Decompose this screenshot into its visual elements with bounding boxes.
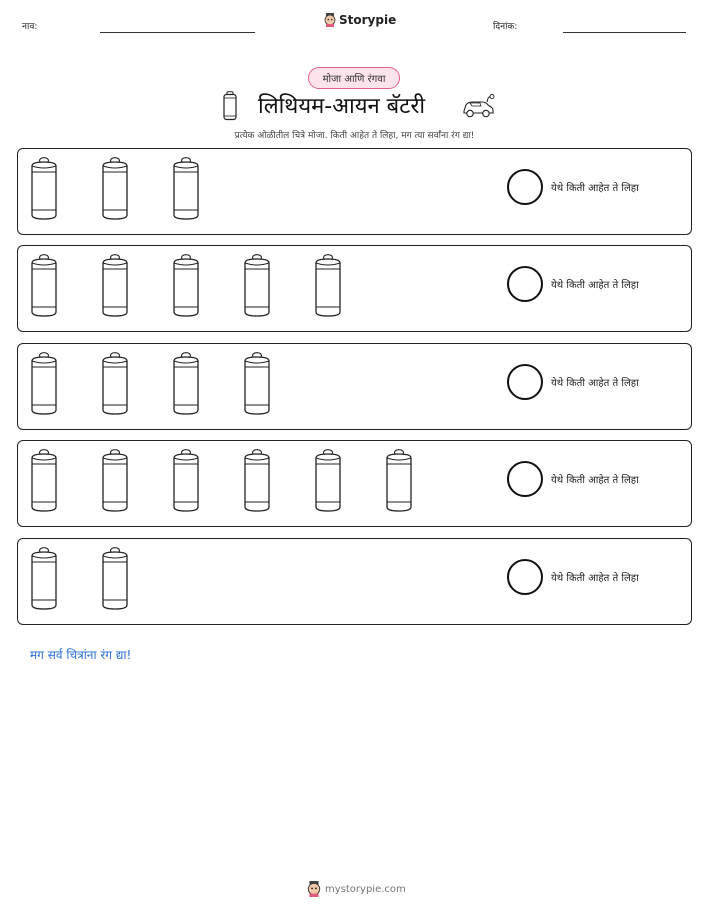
closing-note: मग सर्व चित्रांना रंग द्या! [30, 648, 132, 662]
write-count-hint: येथे किती आहेत ते लिहा [551, 573, 639, 584]
date-label: दिनांक: [493, 22, 518, 32]
answer-circle[interactable] [507, 559, 543, 595]
activity-badge [308, 67, 400, 89]
answer-circle[interactable] [507, 266, 543, 302]
battery-icon [223, 91, 237, 121]
brand-logo [324, 13, 396, 27]
battery-icon[interactable] [314, 254, 342, 318]
counting-row [17, 148, 692, 235]
electric-car-icon [461, 93, 495, 119]
battery-icon[interactable] [172, 254, 200, 318]
write-count-hint: येथे किती आहेत ते लिहा [551, 378, 639, 389]
name-label: नाव: [22, 22, 38, 32]
battery-icon[interactable] [30, 352, 58, 416]
counting-row [17, 538, 692, 625]
site-footer [307, 881, 406, 897]
battery-icon[interactable] [30, 547, 58, 611]
storypie-mascot-icon [324, 13, 336, 27]
write-count-hint: येथे किती आहेत ते लिहा [551, 280, 639, 291]
battery-icon[interactable] [101, 157, 129, 221]
battery-icon[interactable] [30, 449, 58, 513]
counting-row [17, 343, 692, 430]
battery-icon[interactable] [243, 449, 271, 513]
site-url: mystorypie.com [325, 883, 406, 895]
answer-circle[interactable] [507, 461, 543, 497]
answer-circle[interactable] [507, 364, 543, 400]
write-count-hint: येथे किती आहेत ते लिहा [551, 475, 639, 486]
battery-icon[interactable] [30, 254, 58, 318]
date-write-line [563, 32, 686, 33]
battery-icon[interactable] [314, 449, 342, 513]
worksheet-title: लिथियम-आयन बॅटरी [258, 94, 426, 119]
battery-icon[interactable] [101, 254, 129, 318]
battery-icon[interactable] [385, 449, 413, 513]
title-row [0, 90, 709, 124]
name-write-line [100, 32, 255, 33]
battery-icon[interactable] [243, 254, 271, 318]
badge-label: मोजा आणि रंगवा [322, 74, 386, 85]
battery-icon[interactable] [172, 449, 200, 513]
counting-row [17, 245, 692, 332]
brand-name: Storypie [339, 13, 397, 27]
counting-row [17, 440, 692, 527]
instructions-text: प्रत्येक ओळीतील चित्रे मोजा. किती आहेत ते लिहा, मग त्या सर्वांना रंग द्या! [234, 131, 475, 141]
battery-icon[interactable] [101, 352, 129, 416]
battery-icon[interactable] [243, 352, 271, 416]
battery-icon[interactable] [101, 547, 129, 611]
battery-icon[interactable] [30, 157, 58, 221]
battery-icon[interactable] [101, 449, 129, 513]
answer-circle[interactable] [507, 169, 543, 205]
storypie-mascot-icon [307, 881, 321, 897]
write-count-hint: येथे किती आहेत ते लिहा [551, 183, 639, 194]
battery-icon[interactable] [172, 352, 200, 416]
battery-icon[interactable] [172, 157, 200, 221]
